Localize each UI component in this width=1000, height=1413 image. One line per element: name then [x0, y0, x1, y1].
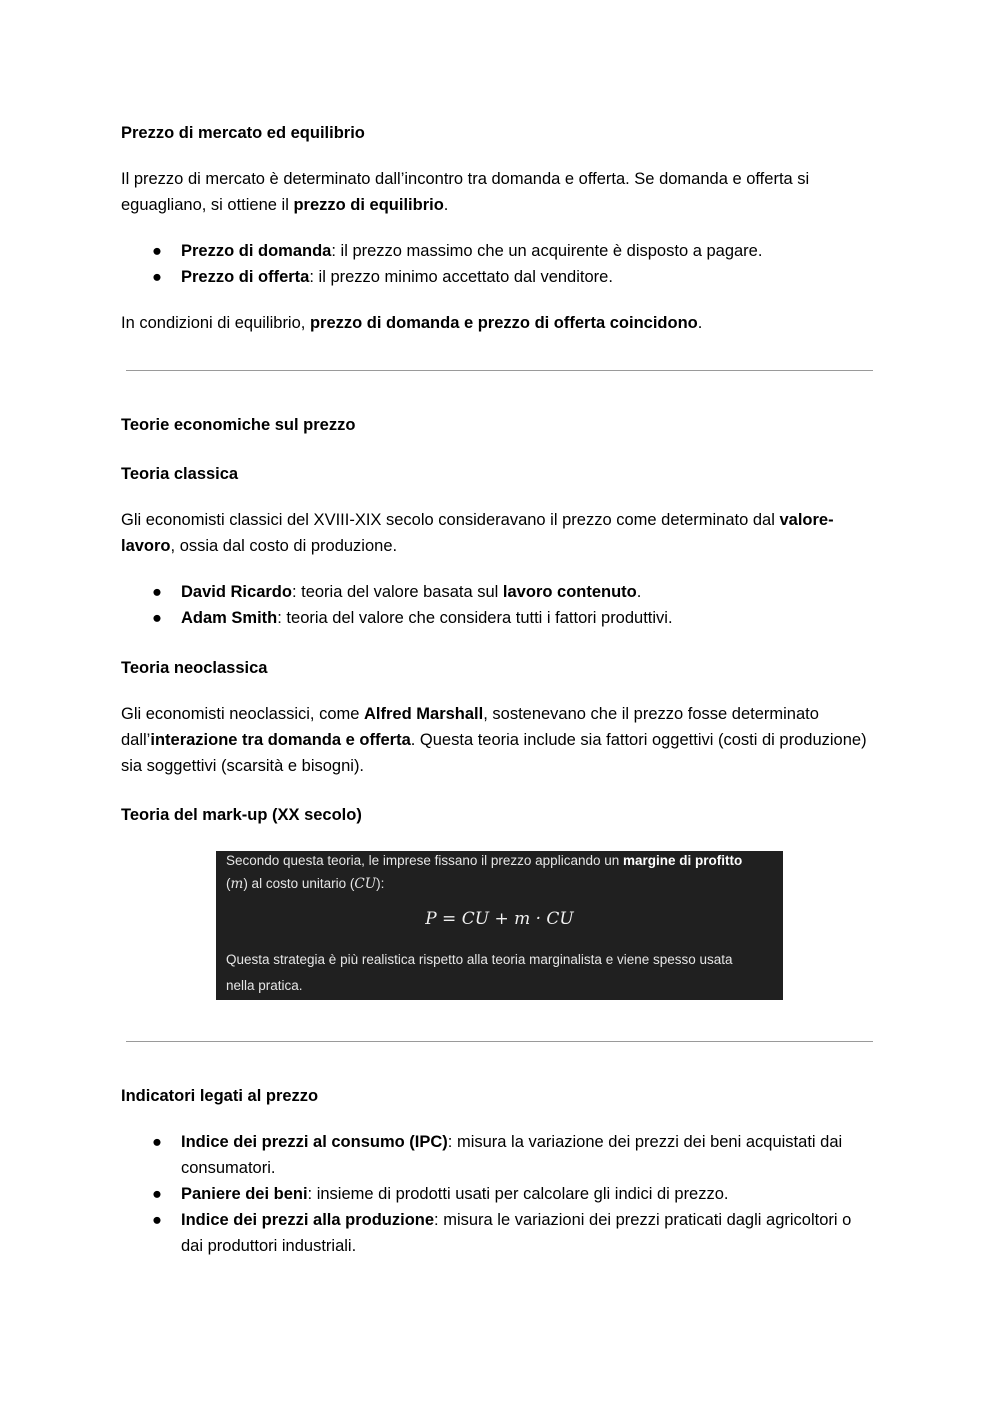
paragraph-teoria-classica: Gli economisti classici del XVIII-XIX secolo consideravano il prezzo come determinato dal valore-lavoro, ossia dal costo di produzione. — [121, 511, 834, 555]
bullet-list-classici — [121, 579, 873, 631]
paragraph-teoria-neoclassica: Gli economisti neoclassici, come Alfred Marshall, sostenevano che il prezzo fosse determinato dall’interazione tra domanda e offerta. Questa teoria include sia fattori oggettivi (costi di produzione) sia soggettivi (scarsità e bisogni). — [121, 705, 867, 775]
bullet-icon: ● — [152, 268, 162, 286]
bullet-icon: ● — [152, 609, 162, 627]
markup-box-line: Questa strategia è più realistica rispetto alla teoria marginalista e viene spesso usata — [226, 952, 733, 967]
list-item: ● Paniere dei beni: insieme di prodotti usati per calcolare gli indici di prezzo. — [121, 1181, 873, 1207]
bullet-icon: ● — [152, 583, 162, 601]
bullet-list-indicatori — [121, 1129, 873, 1259]
heading-teoria-classica: Teoria classica — [121, 465, 239, 483]
list-item: ● David Ricardo: teoria del valore basata sul lavoro contenuto. — [121, 579, 873, 605]
horizontal-divider — [126, 1041, 873, 1042]
markup-box-line: nella pratica. — [226, 978, 303, 993]
list-item: ● Adam Smith: teoria del valore che considera tutti i fattori produttivi. — [121, 605, 873, 631]
markup-box-line: (m) al costo unitario (CU): — [226, 876, 385, 892]
heading-teoria-markup: Teoria del mark-up (XX secolo) — [121, 806, 362, 824]
list-item: ● Prezzo di offerta: il prezzo minimo accettato dal venditore. — [121, 264, 873, 290]
heading-teorie: Teorie economiche sul prezzo — [121, 416, 356, 434]
markup-box-line: Secondo questa teoria, le imprese fissano il prezzo applicando un margine di profitto — [226, 853, 743, 868]
bullet-icon: ● — [152, 1133, 162, 1151]
markup-formula: P = CU + m · CU — [425, 909, 574, 929]
list-item: ● Indice dei prezzi al consumo (IPC): misura la variazione dei prezzi dei beni acquistati dai consumatori. — [121, 1129, 873, 1181]
horizontal-divider — [126, 370, 873, 371]
bullet-list-prezzi — [121, 238, 873, 290]
paragraph-prezzo-mercato: Il prezzo di mercato è determinato dall’incontro tra domanda e offerta. Se domanda e offerta si eguagliano, si ottiene il prezzo di equilibrio. — [121, 170, 810, 214]
paragraph-equilibrio: In condizioni di equilibrio, prezzo di domanda e prezzo di offerta coincidono. — [121, 314, 703, 332]
bullet-icon: ● — [152, 1185, 162, 1203]
heading-prezzo-mercato: Prezzo di mercato ed equilibrio — [121, 124, 365, 142]
list-item: ● Indice dei prezzi alla produzione: misura le variazioni dei prezzi praticati dagli agricoltori o dai produttori industriali. — [121, 1207, 873, 1259]
heading-teoria-neoclassica: Teoria neoclassica — [121, 659, 268, 677]
bullet-icon: ● — [152, 1211, 162, 1229]
list-item: ● Prezzo di domanda: il prezzo massimo che un acquirente è disposto a pagare. — [121, 238, 873, 264]
bullet-icon: ● — [152, 242, 162, 260]
heading-indicatori: Indicatori legati al prezzo — [121, 1087, 319, 1105]
markup-screenshot-box — [216, 851, 783, 1000]
